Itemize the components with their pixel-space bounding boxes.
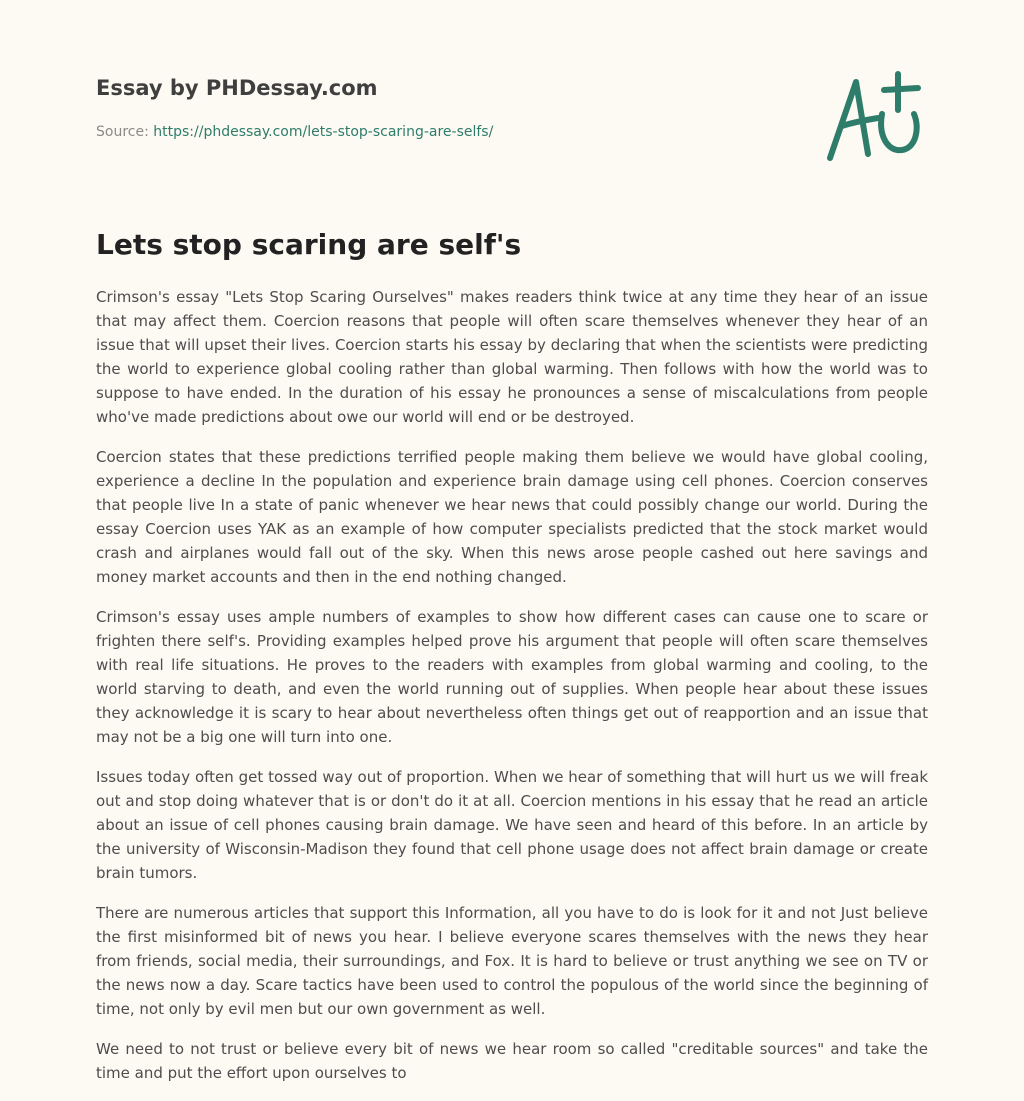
essay-paragraph: We need to not trust or believe every bit of news we hear room so called "creditable sources" and take the time and put the effort upon ourselves to [96, 1040, 928, 1082]
essay-paragraph: Crimson's essay uses ample numbers of examples to show how different cases can cause one to scare or frighten there self's. Providing examples helped prove his argument that people will often scare themselves with real life situations. He proves to the readers with examples from global warming and cooling, to the world starving to death, and even the world running out of supplies. When people hear about these issues they acknowledge it is scary to hear about nevertheless often things get out of reapportion and an issue that may not be a big one will turn into one. [96, 608, 928, 746]
site-title: Essay by PHDessay.com [96, 76, 378, 100]
source-label: Source: [96, 124, 154, 140]
source-link[interactable]: https://phdessay.com/lets-stop-scaring-are-selfs/ [153, 124, 494, 140]
essay-title: Lets stop scaring are self's [96, 228, 522, 261]
essay-paragraph: Issues today often get tossed way out of proportion. When we hear of something that will hurt us we will freak out and stop doing whatever that is or don't do it at all. Coercion mentions in his essay that he read an article about an issue of cell phones causing brain damage. We have seen and heard of this before. In an article by the university of Wisconsin-Madison they found that cell phone usage does not affect brain damage or create brain tumors. [96, 768, 928, 882]
essay-paragraph: Coercion states that these predictions terrified people making them believe we would have global cooling, experience a decline In the population and experience brain damage using cell phones. Coercion conserves that people live In a state of panic whenever we hear news that could possibly change our world. During the essay Coercion uses YAK as an example of how computer specialists predicted that the stock market would crash and airplanes would fall out of the sky. When this news arose people cashed out here savings and money market accounts and then in the end nothing changed. [96, 448, 928, 586]
essay-paragraph: Crimson's essay "Lets Stop Scaring Ourselves" makes readers think twice at any time they hear of an issue that may affect them. Coercion reasons that people will often scare themselves whenever they hear of an issue that will upset their lives. Coercion starts his essay by declaring that when the scientists were predicting the world to experience global cooling rather than global warming. Then follows with how the world was to suppose to have ended. In the duration of his essay he pronounces a sense of miscalculations from people who've made predictions about owe our world will end or be destroyed. [96, 288, 928, 426]
source-line [96, 124, 493, 140]
essay-body [96, 285, 928, 1101]
a-plus-logo-icon [822, 66, 928, 166]
essay-paragraph: There are numerous articles that support this Information, all you have to do is look for it and not Just believe the first misinformed bit of news you hear. I believe everyone scares themselves with the news they hear from friends, social media, their surroundings, and Fox. It is hard to believe or trust anything we see on TV or the news now a day. Scare tactics have been used to control the populous of the world since the beginning of time, not only by evil men but our own government as well. [96, 904, 928, 1018]
